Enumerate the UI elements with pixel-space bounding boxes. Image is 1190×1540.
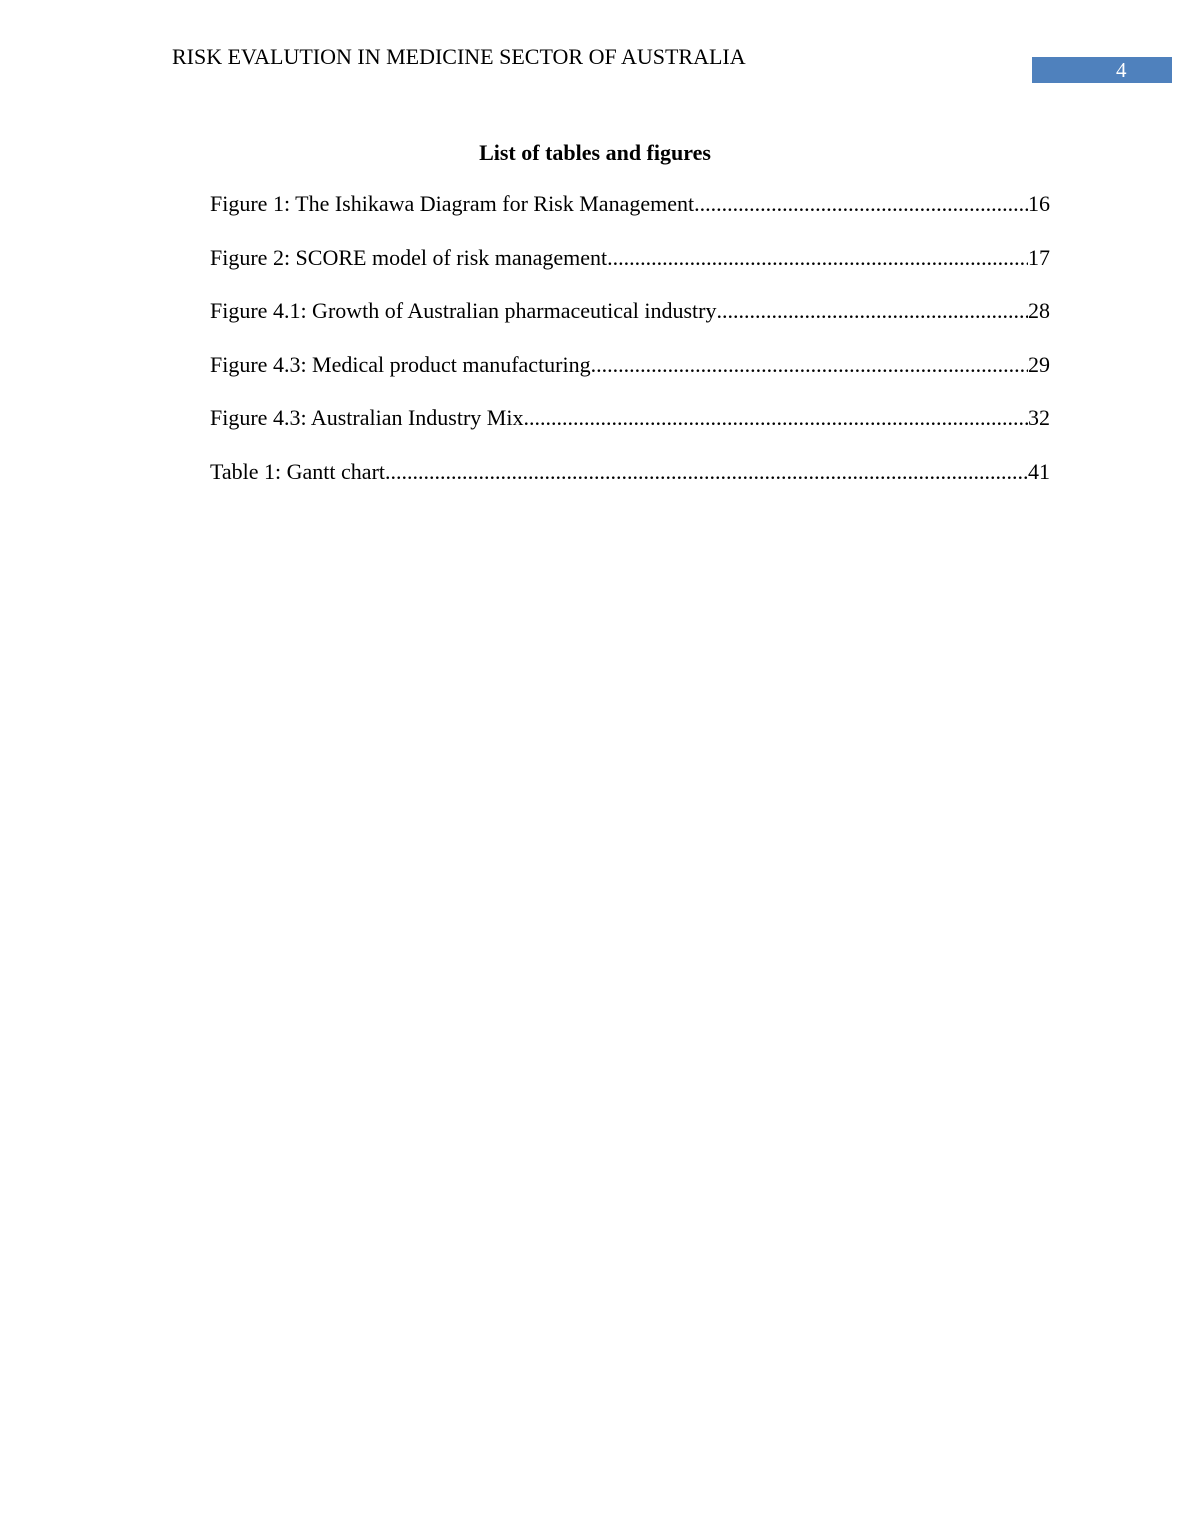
toc-entry-page: 28 [1028,298,1050,324]
toc-dot-leader [591,351,1028,379]
toc-entry-figure-2[interactable] [210,244,1050,298]
toc-entry-page: 32 [1028,405,1050,431]
toc-entry-figure-4-3-manufacturing[interactable] [210,351,1050,405]
toc-entry-label: Table 1: Gantt chart [210,458,386,484]
toc-dot-leader [694,190,1028,218]
toc-entry-label: Figure 4.1: Growth of Australian pharmaceutical industry [210,298,717,324]
toc-entry-page: 29 [1028,351,1050,377]
toc-entry-label: Figure 4.3: Australian Industry Mix [210,405,524,431]
toc-entry-table-1[interactable] [210,458,1050,512]
toc-entry-page: 41 [1028,458,1050,484]
toc-entry-figure-4-1[interactable] [210,297,1050,351]
toc-dot-leader [385,458,1028,486]
toc-entry-figure-4-3-industry-mix[interactable] [210,404,1050,458]
toc-list [210,190,1050,512]
toc-entry-label: Figure 2: SCORE model of risk management [210,244,608,270]
toc-entry-label: Figure 1: The Ishikawa Diagram for Risk Management [210,191,695,216]
toc-entry-page: 16 [1028,191,1050,216]
page-title: List of tables and figures [479,140,711,165]
running-head: RISK EVALUTION IN MEDICINE SECTOR OF AUSTRALIA [172,44,746,69]
toc-entry-page: 17 [1028,244,1050,270]
page-number-badge: 4 [1032,57,1172,83]
toc-entry-label: Figure 4.3: Medical product manufacturing [210,351,591,377]
toc-dot-leader [523,404,1028,432]
toc-entry-figure-1[interactable] [210,190,1050,244]
toc-dot-leader [607,244,1028,272]
toc-dot-leader [717,297,1029,325]
